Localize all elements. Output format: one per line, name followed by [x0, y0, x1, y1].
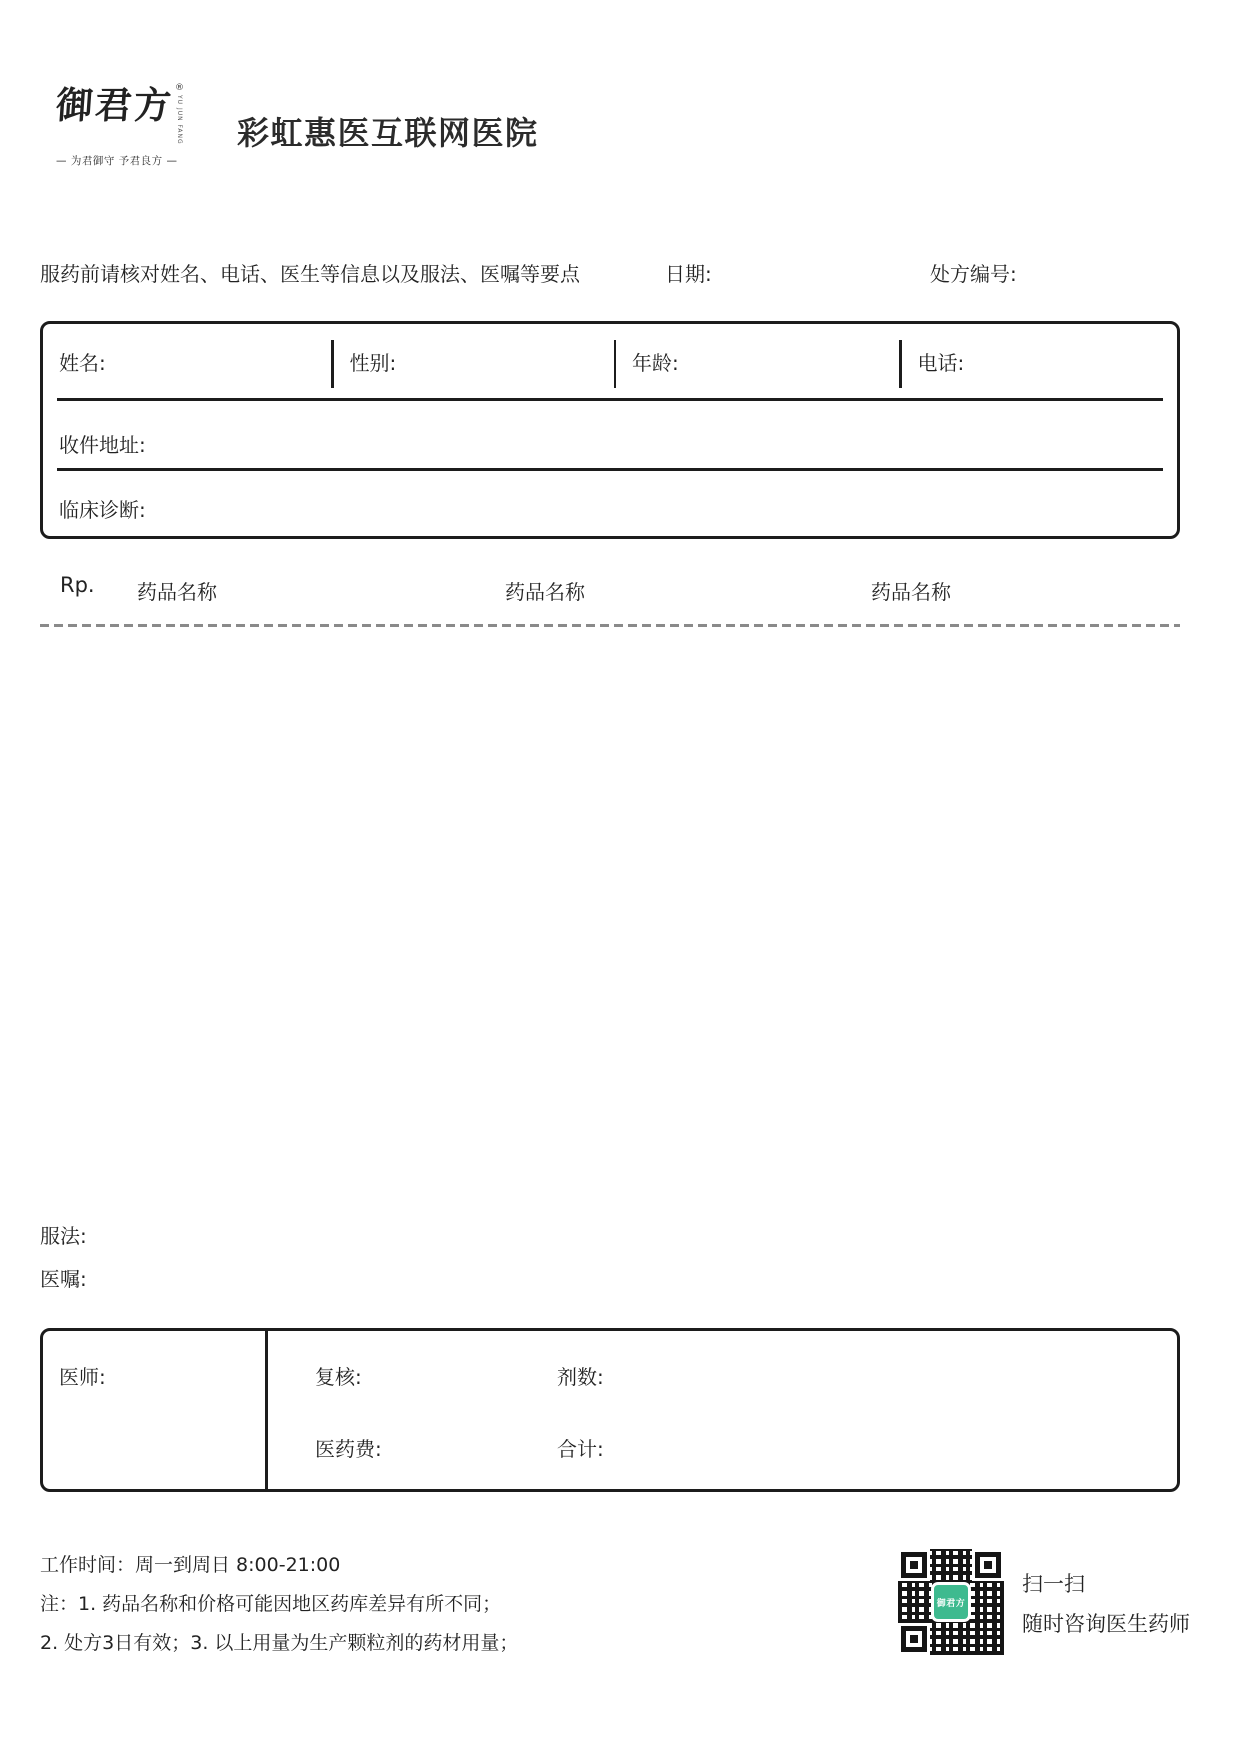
- name-field: [43, 324, 331, 398]
- drug-name-column-header: 药品名称: [137, 580, 217, 604]
- age-label: 年龄:: [632, 350, 679, 375]
- patient-row-basic: [43, 324, 1177, 398]
- doctor-advice-label: 医嘱:: [40, 1267, 87, 1291]
- gender-field: [334, 324, 614, 398]
- hospital-title: 彩虹惠医互联网医院: [237, 114, 539, 152]
- phone-field: [902, 324, 1178, 398]
- drug-name-column-header: 药品名称: [871, 580, 951, 604]
- qr-center-text: 御君方: [936, 1598, 966, 1609]
- diagnosis-field: [59, 484, 146, 532]
- brand-logo: [56, 84, 226, 168]
- qr-code: [898, 1549, 1004, 1655]
- footer-note-line1: 注：1. 药品名称和价格可能因地区药库差异有所不同；: [40, 1593, 502, 1615]
- review-label: 复核:: [315, 1365, 362, 1389]
- footer-note-line2: 2. 处方3日有效；3. 以上用量为生产颗粒剂的药材用量；: [40, 1632, 519, 1654]
- medical-fee-label: 医药费:: [315, 1437, 382, 1461]
- usage-label: 服法:: [40, 1224, 87, 1248]
- scan-title: 扫一扫: [1022, 1572, 1085, 1596]
- dashed-separator: [40, 624, 1180, 627]
- drug-name-column-header: 药品名称: [505, 580, 585, 604]
- qr-position-marker: [901, 1626, 927, 1652]
- qr-position-marker: [901, 1552, 927, 1578]
- registered-trademark-icon: ®: [175, 83, 184, 93]
- qr-center-logo: [931, 1582, 971, 1622]
- qr-position-marker: [975, 1552, 1001, 1578]
- brand-name: 御君方: [54, 83, 175, 127]
- verification-notice: 服药前请核对姓名、电话、医生等信息以及服法、医嘱等要点: [40, 262, 580, 286]
- address-label: 收件地址:: [59, 432, 146, 457]
- rp-label: Rp.: [60, 573, 95, 597]
- doses-label: 剂数:: [557, 1365, 604, 1389]
- date-label: 日期:: [665, 262, 712, 286]
- divider: [57, 398, 1163, 401]
- phone-label: 电话:: [917, 350, 965, 375]
- gender-label: 性别:: [349, 350, 397, 375]
- brand-pinyin: YU JUN FANG: [176, 95, 183, 145]
- doctor-label: 医师:: [59, 1365, 106, 1389]
- scan-subtitle: 随时咨询医生药师: [1022, 1612, 1190, 1636]
- divider: [57, 468, 1163, 471]
- age-field: [616, 324, 899, 398]
- diagnosis-label: 临床诊断:: [59, 497, 146, 522]
- divider: [265, 1331, 268, 1489]
- address-field: [59, 418, 146, 468]
- patient-info-box: [40, 321, 1180, 539]
- working-hours: 工作时间：周一到周日 8:00-21:00: [40, 1554, 341, 1576]
- signoff-box: [40, 1328, 1180, 1492]
- rx-number-label: 处方编号:: [930, 262, 1017, 286]
- name-label: 姓名:: [59, 350, 106, 375]
- brand-tagline: — 为君御守 予君良方 —: [56, 154, 178, 167]
- total-label: 合计:: [557, 1437, 604, 1461]
